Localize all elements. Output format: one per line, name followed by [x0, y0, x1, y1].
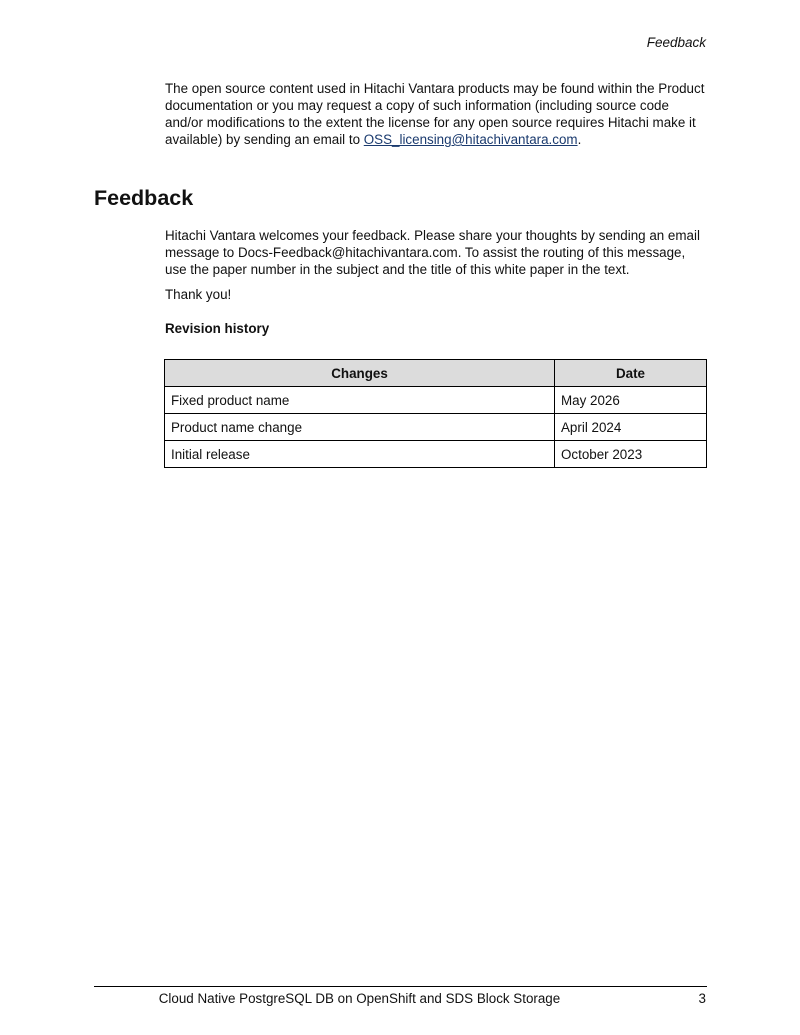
oss-text-end: .: [577, 132, 582, 147]
page-number: 3: [698, 991, 706, 1006]
oss-text: The open source content used in Hitachi Vantara products may be found within the Product documentation or you may request a copy of such information (including source code and/or modifications to the extent the license for any open source requires Hitachi make it available) by sending an email to: [165, 81, 705, 147]
cell-date: October 2023: [555, 441, 707, 468]
revision-history-table: [164, 359, 707, 468]
table-row: [165, 414, 707, 441]
cell-change: Product name change: [165, 414, 555, 441]
cell-date: May 2026: [555, 387, 707, 414]
revision-history-heading: Revision history: [165, 321, 270, 336]
feedback-paragraph: Hitachi Vantara welcomes your feedback. Please share your thoughts by sending an email message to Docs-Feedback@hitachivantara.com. To assist the routing of this message, use the paper number in the subject and the title of this white paper in the text.: [165, 228, 700, 277]
cell-date: April 2024: [555, 414, 707, 441]
column-header-date: Date: [555, 360, 707, 387]
footer-divider: [94, 986, 707, 987]
table-row: [165, 441, 707, 468]
table-row: [165, 387, 707, 414]
thanks-text: Thank you!: [165, 287, 232, 302]
column-header-changes: Changes: [165, 360, 555, 387]
cell-change: Initial release: [165, 441, 555, 468]
footer-document-title: Cloud Native PostgreSQL DB on OpenShift and SDS Block Storage: [158, 991, 561, 1006]
oss-email-link[interactable]: OSS_licensing@hitachivantara.com: [363, 132, 578, 147]
running-header: Feedback: [646, 35, 706, 50]
section-title-feedback: Feedback: [94, 186, 194, 210]
table-header-row: [165, 360, 707, 387]
cell-change: Fixed product name: [165, 387, 555, 414]
oss-paragraph: [165, 80, 710, 148]
